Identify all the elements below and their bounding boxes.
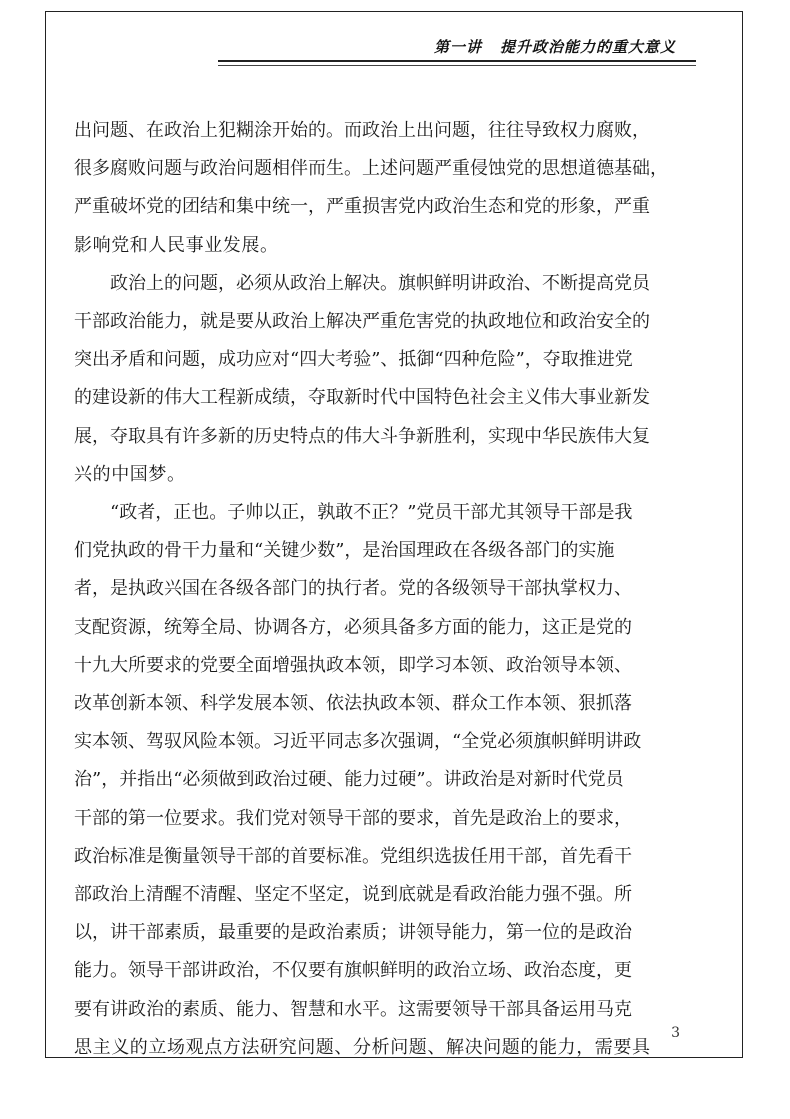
chapter-title: 提升政治能力的重大意义 [499, 38, 676, 56]
text-line: 兴的中国梦。 [74, 463, 186, 485]
paragraph [74, 494, 687, 1067]
header-rule-thin [218, 65, 696, 66]
paragraph [74, 265, 687, 494]
text-line: 严重破坏党的团结和集中统一，严重损害党内政治生态和党的形象，严重 [74, 196, 650, 218]
text-line: 治”，并指出“必须做到政治过硬、能力过硬”。讲政治是对新时代党员 [74, 769, 624, 791]
header-rule [218, 60, 696, 62]
text-line: 政治上的问题，必须从政治上解决。旗帜鲜明讲政治、不断提高党员 [110, 272, 650, 294]
text-line: 支配资源，统筹全局、协调各方，必须具备多方面的能力，这正是党的 [74, 616, 632, 638]
text-line: 以，讲干部素质，最重要的是政治素质；讲领导能力，第一位的是政治 [74, 922, 632, 944]
text-line: 政治标准是衡量领导干部的首要标准。党组织选拔任用干部，首先看干 [74, 845, 632, 867]
text-line: 要有讲政治的素质、能力、智慧和水平。这需要领导干部具备运用马克 [74, 998, 632, 1020]
text-line: “政者，正也。子帅以正，孰敢不正？”党员干部尤其领导干部是我 [110, 502, 633, 524]
book-page [45, 11, 743, 1058]
text-line: 部政治上清醒不清醒、坚定不坚定，说到底就是看政治能力强不强。所 [74, 884, 632, 906]
running-header [434, 36, 676, 57]
page-number: 3 [671, 1025, 680, 1041]
lecture-label: 第一讲 [433, 38, 482, 56]
text-line: 十九大所要求的党要全面增强执政本领，即学习本领、政治领导本领、 [74, 654, 632, 676]
text-line: 改革创新本领、科学发展本领、依法执政本领、群众工作本领、狠抓落 [74, 693, 632, 715]
text-line: 影响党和人民事业发展。 [74, 234, 279, 256]
text-line: 能力。领导干部讲政治，不仅要有旗帜鲜明的政治立场、政治态度，更 [74, 960, 632, 982]
text-line: 实本领、驾驭风险本领。习近平同志多次强调，“全党必须旗帜鲜明讲政 [74, 731, 642, 753]
text-line: 突出矛盾和问题，成功应对“四大考验”、抵御“四种危险”，夺取推进党 [74, 349, 633, 371]
paragraph [74, 112, 687, 265]
text-line: 思主义的立场观点方法研究问题、分析问题、解决问题的能力，需要具 [74, 1036, 651, 1058]
text-line: 者，是执政兴国在各级各部门的执行者。党的各级领导干部执掌权力、 [74, 578, 632, 600]
text-line: 展，夺取具有许多新的历史特点的伟大斗争新胜利，实现中华民族伟大复 [74, 425, 650, 447]
body-text [74, 112, 687, 1067]
text-line: 很多腐败问题与政治问题相伴而生。上述问题严重侵蚀党的思想道德基础， [74, 158, 668, 180]
text-line: 的建设新的伟大工程新成绩，夺取新时代中国特色社会主义伟大事业新发 [74, 387, 650, 409]
text-line: 干部政治能力，就是要从政治上解决严重危害党的执政地位和政治安全的 [74, 311, 650, 333]
text-line: 们党执政的骨干力量和“关键少数”，是治国理政在各级各部门的实施 [74, 540, 615, 562]
text-line: 出问题、在政治上犯糊涂开始的。而政治上出问题，往往导致权力腐败， [74, 120, 650, 141]
text-line: 干部的第一位要求。我们党对领导干部的要求，首先是政治上的要求， [74, 807, 632, 829]
